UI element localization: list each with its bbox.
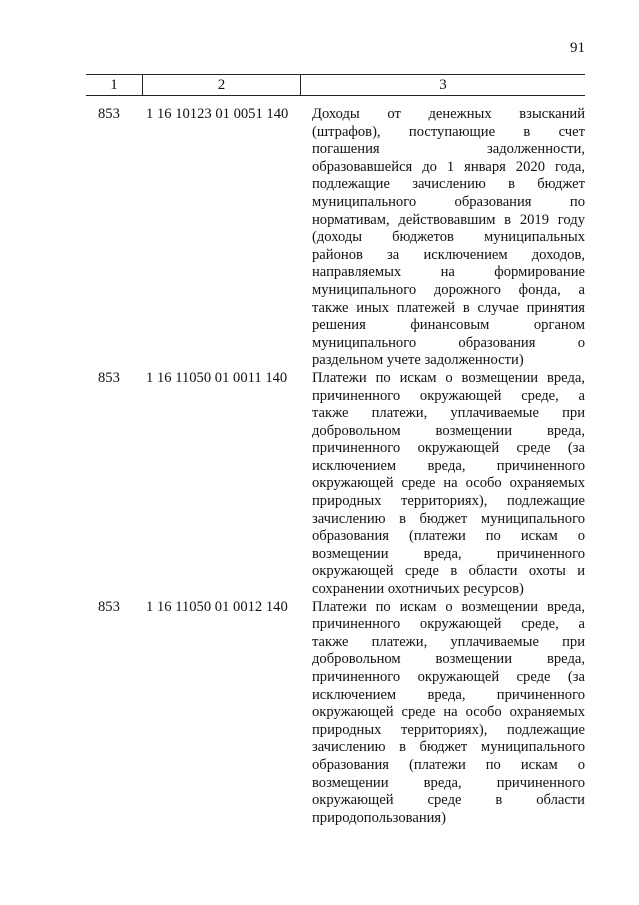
description-line: добровольном возмещении вреда, [312, 422, 585, 439]
description-line: сохранении охотничьих ресурсов) [312, 581, 524, 598]
description-line: причиненного окружающей среде, а [312, 387, 585, 404]
admin-code: 853 [98, 369, 120, 386]
description-line: муниципального образования по [312, 193, 585, 210]
description-line: образовавшейся до 1 января 2020 года, [312, 158, 585, 175]
budget-class-code: 1 16 10123 01 0051 140 [146, 106, 289, 122]
description-line: (доходы бюджетов муниципальных [312, 229, 585, 246]
description-line: Доходы от денежных взысканий [312, 106, 585, 122]
header-col-3: 3 [439, 76, 447, 93]
description-line: окружающей среде в области охоты и [312, 563, 585, 580]
description-line: причиненного окружающей среде (за [312, 669, 585, 685]
description-line: образования (платежи по искам о [312, 756, 585, 773]
description-line: (штрафов), поступающие в счет [312, 123, 585, 140]
description-line: добровольном возмещении вреда, [312, 651, 585, 668]
budget-class-code: 1 16 11050 01 0011 140 [146, 369, 288, 386]
admin-code: 853 [98, 598, 120, 615]
description-line: зачислению в бюджет муниципального [312, 510, 585, 527]
description-line: природных территориях), подлежащие [312, 493, 585, 510]
page-number: 91 [570, 40, 585, 56]
description-line: направляемых на формирование [312, 264, 585, 281]
description-line: также платежи, уплачиваемые при [312, 405, 585, 422]
description-line: природных территориях), подлежащие [312, 721, 585, 738]
description-line: районов за исключением доходов, [312, 246, 585, 263]
income-description [306, 106, 585, 370]
description-line: погашения задолженности, [312, 141, 585, 158]
header-col-1: 1 [110, 76, 118, 93]
description-line: окружающей среде на особо охраняемых [312, 704, 585, 721]
description-line: Платежи по искам о возмещении вреда, [312, 369, 585, 386]
table-row [86, 106, 585, 370]
description-line: нормативам, действовавшим в 2019 году [312, 211, 585, 228]
table-row [86, 599, 585, 828]
description-line: причиненного окружающей среде (за [312, 440, 585, 457]
description-line: образования (платежи по искам о [312, 528, 585, 545]
description-line: Платежи по искам о возмещении вреда, [312, 598, 585, 615]
description-line: также платежи, уплачиваемые при [312, 633, 585, 650]
description-line: зачислению в бюджет муниципального [312, 739, 585, 756]
description-line: исключением вреда, причиненного [312, 457, 585, 474]
table-header [86, 74, 585, 96]
description-line: также иных платежей в случае принятия [312, 299, 585, 316]
description-line: возмещении вреда, причиненного [312, 545, 585, 562]
description-line: окружающей среде в области [312, 792, 585, 809]
header-col-2: 2 [142, 75, 301, 95]
description-line: подлежащие зачислению в бюджет [312, 176, 585, 193]
admin-code: 853 [98, 106, 120, 122]
income-description [306, 599, 585, 828]
description-line: раздельном учете задолженности) [312, 352, 524, 369]
table-row [86, 370, 585, 599]
description-line: возмещении вреда, причиненного [312, 774, 585, 791]
description-line: природопользования) [312, 809, 447, 826]
budget-class-code: 1 16 11050 01 0012 140 [146, 598, 288, 615]
description-line: муниципального дорожного фонда, а [312, 281, 585, 298]
description-line: исключением вреда, причиненного [312, 686, 585, 703]
description-line: муниципального образования о [312, 334, 585, 351]
income-description [306, 370, 585, 599]
description-line: окружающей среде на особо охраняемых [312, 475, 585, 492]
description-line: решения финансовым органом [312, 317, 585, 334]
table-body [86, 106, 585, 827]
description-line: причиненного окружающей среде, а [312, 616, 585, 633]
